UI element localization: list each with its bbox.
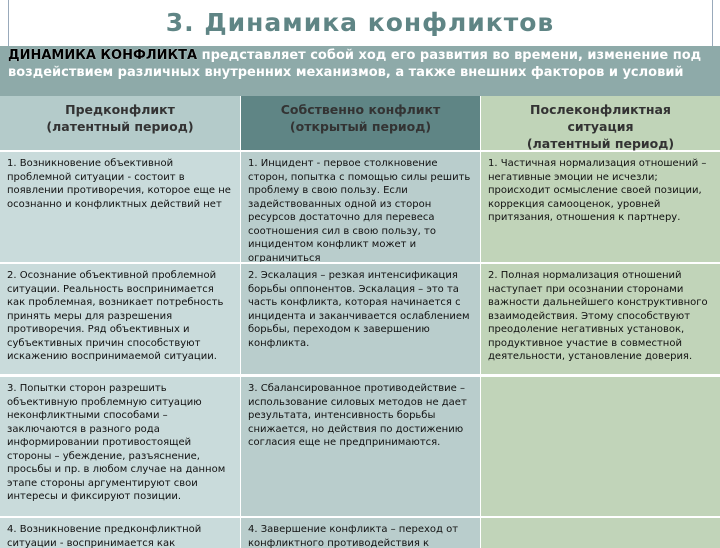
table-cell bbox=[481, 518, 720, 548]
table-cell bbox=[481, 377, 720, 516]
table-cell: 1. Возникновение объективной проблемной ситуации - состоит в появлении противоречия, которое еще не осознанно и конфликтных действий нет bbox=[0, 152, 240, 262]
table-cell: 2. Осознание объективной проблемной ситуации. Реальность воспринимается как проблемная, возникает потребность принять меры для разрешения противоречия. Ряд объективных и субъективных причин способствуют искажению воспринимаемой ситуации. bbox=[0, 264, 240, 374]
page-title: 3. Динамика конфликтов bbox=[165, 8, 555, 37]
divider bbox=[712, 0, 713, 46]
table-cell: 1. Частичная нормализация отношений – негативные эмоции не исчезли; происходит осмысление своей позиции, коррекция самооценок, уровней притязания, отношения к партнеру. bbox=[481, 152, 720, 262]
header-postconflict bbox=[481, 96, 720, 150]
table-cell: 3. Сбалансированное противодействие – использование силовых методов не дает результата, интенсивность борьбы снижается, но действия по достижению согласия еще не предпринимаются. bbox=[241, 377, 480, 516]
table-cell: 1. Инцидент - первое столкновение сторон, попытка с помощью силы решить проблему в свою пользу. Если задействованных одной из сторон ресурсов достаточно для перевеса соотношения сил в свою пользу, то инцидентом конфликт может и ограничиться bbox=[241, 152, 480, 262]
definition-term: ДИНАМИКА КОНФЛИКТА bbox=[8, 48, 198, 63]
header-preconflict bbox=[0, 96, 240, 150]
table-cell: 4. Завершение конфликта – переход от конфликтного противодействия к bbox=[241, 518, 480, 548]
table-cell: 4. Возникновение предконфликтной ситуации - воспринимается как bbox=[0, 518, 240, 548]
header-conflict bbox=[241, 96, 480, 150]
table-cell: 3. Попытки сторон разрешить объективную проблемную ситуацию неконфликтными способами – заключаются в разного рода информировании противостоящей стороны – убеждение, разъяснение, просьбы и пр. в любом случае на данном этапе стороны аргументируют свои интересы и фиксируют позиции. bbox=[0, 377, 240, 516]
definition-text: представляет собой ход его развития во времени, изменение под воздействием различных внутренних механизмов, а также внешних факторов и условий bbox=[8, 48, 702, 80]
header-label: Предконфликт (латентный период) bbox=[46, 102, 194, 134]
table-cell: 2. Эскалация – резкая интенсификация борьбы оппонентов. Эскалация – это та часть конфликта, которая начинается с инцидента и заканчивается ослаблением борьбы, переходом к завершению конфликта. bbox=[241, 264, 480, 374]
header-label: Собственно конфликт (открытый период) bbox=[280, 102, 441, 134]
header-label: Послеконфликтная ситуация (латентный период) bbox=[526, 102, 675, 151]
divider bbox=[8, 0, 9, 46]
definition-banner bbox=[0, 46, 720, 96]
table-cell: 2. Полная нормализация отношений наступает при осознании сторонами важности дальнейшего конструктивного взаимодействия. Этому способствуют преодоление негативных установок, продуктивное участие в совместной деятельности, установление доверия. bbox=[481, 264, 720, 374]
